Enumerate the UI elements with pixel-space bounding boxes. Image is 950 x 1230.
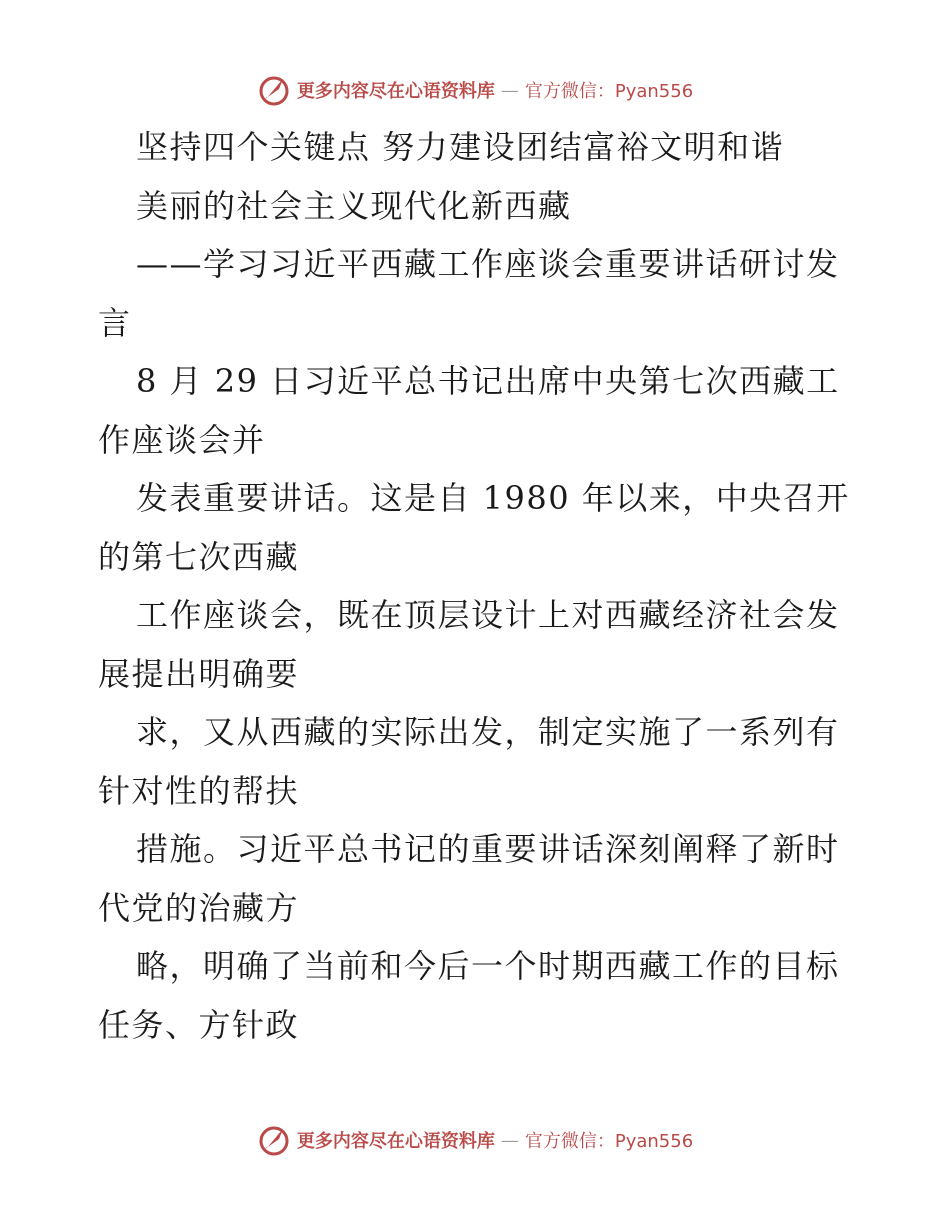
text-line: 任务、方针政 <box>98 1005 300 1044</box>
text-line: 工作座谈会，既在顶层设计上对西藏经济社会发 <box>136 596 840 634</box>
text-line: 的第七次西藏 <box>98 537 300 576</box>
document-body <box>98 118 858 1054</box>
text-line: 求，又从西藏的实际出发，制定实施了一系列有 <box>136 713 840 751</box>
quill-logo-icon <box>257 1123 291 1157</box>
text-line: ——学习习近平西藏工作座谈会重要讲话研讨发 <box>136 245 840 283</box>
watermark-contact: 官方微信：Pyan556 <box>524 1131 694 1152</box>
footer-watermark <box>0 1120 950 1160</box>
text-line: 措施。习近平总书记的重要讲话深刻阐释了新时 <box>136 830 840 868</box>
quill-logo-icon <box>257 73 291 107</box>
watermark-separator: — <box>500 1129 519 1151</box>
text-line: 言 <box>98 303 132 342</box>
text-line: 代党的治藏方 <box>98 888 300 927</box>
text-line: 展提出明确要 <box>98 654 300 693</box>
text-line: 针对性的帮扶 <box>98 771 300 810</box>
text-line: 发表重要讲话。这是自 1980 年以来，中央召开 <box>136 479 850 517</box>
text-line: 8 月 29 日习近平总书记出席中央第七次西藏工 <box>136 362 840 400</box>
watermark-separator: — <box>500 79 519 101</box>
watermark-text: 更多内容尽在心语资料库 <box>296 1131 495 1152</box>
header-watermark <box>0 70 950 110</box>
text-line: 作座谈会并 <box>98 420 266 459</box>
text-line: 坚持四个关键点 努力建设团结富裕文明和谐 <box>136 128 785 166</box>
watermark-text: 更多内容尽在心语资料库 <box>296 81 495 102</box>
watermark-contact: 官方微信：Pyan556 <box>524 81 694 102</box>
text-line: 美丽的社会主义现代化新西藏 <box>136 186 572 225</box>
text-line: 略，明确了当前和今后一个时期西藏工作的目标 <box>136 947 840 985</box>
